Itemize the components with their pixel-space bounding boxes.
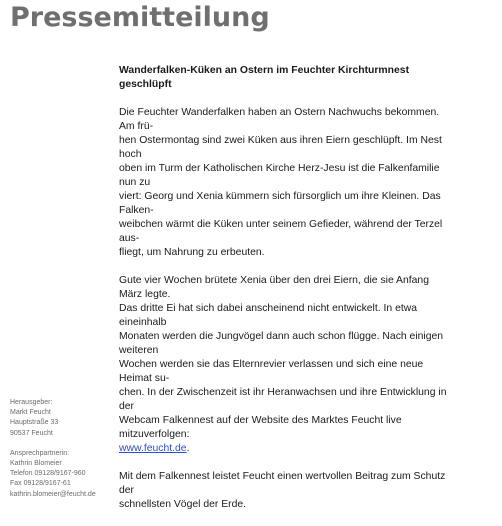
paragraph-3: Mit dem Falkennest leistet Feucht einen wertvollen Beitrag zum Schutz der schnellsten Vögel der Erde. — [119, 471, 446, 510]
publisher-block — [10, 398, 120, 439]
paragraph-1: Die Feuchter Wanderfalken haben an Ostern Nachwuchs bekommen. Am frü- hen Ostermontag sind zwei Küken aus ihren Eiern geschlüpft. Im Nest hoch oben im Turm der Katholischen Kirche Herz-Jesu ist die Falkenfamilie nun zu viert: Georg und Xenia kümmern sich fürsorglich um ihre Kleinen. Das Falken- weibchen wärmt die Küken unter seinem Gefieder, während der Terzel aus- fliegt, um Nahrung zu erbeuten. — [119, 107, 443, 258]
sidebar-contact-info — [10, 398, 120, 510]
press-release-body — [119, 64, 449, 526]
page-title: Pressemitteilung — [10, 2, 270, 33]
link-suffix: . — [186, 443, 190, 454]
paragraph-2-text: Gute vier Wochen brütete Xenia über den drei Eiern, die sie Anfang März legte. Das dritte Ei hat sich dabei anscheinend nicht entwickelt. In etwa eineinhalb Monaten werden die Jungvögel dann auch schon flügge. Nach einigen weiteren Wochen werden sie das Elternrevier verlassen und sich eine neue Heimat su- chen. In der Zwischenzeit ist ihr Heranwachsen und ihre Entwicklung in der Webcam Falkennest auf der Website des Marktes Feucht live mitzuverfolgen: — [119, 275, 447, 440]
contact-phone: Telefon 09128/9167-960 — [10, 470, 86, 478]
publisher-city: 90537 Feucht — [10, 429, 53, 437]
contact-fax: Fax 09128/9167-61 — [10, 480, 71, 488]
publisher-label: Herausgeber: — [10, 399, 53, 406]
contact-block — [10, 449, 120, 500]
contact-email[interactable]: kathrin.blomeier@feucht.de — [10, 490, 96, 498]
paragraph-2 — [119, 274, 449, 456]
contact-name: Kathrin Blomeier — [10, 460, 62, 468]
publisher-name: Markt Feucht — [10, 409, 51, 417]
contact-label: Ansprechpartnerin: — [10, 449, 70, 457]
headline: Wanderfalken-Küken an Ostern im Feuchter Kirchturmnest geschlüpft — [119, 65, 410, 90]
website-link[interactable]: www.feucht.de — [119, 443, 187, 454]
publisher-street: Hauptstraße 33 — [10, 419, 59, 427]
